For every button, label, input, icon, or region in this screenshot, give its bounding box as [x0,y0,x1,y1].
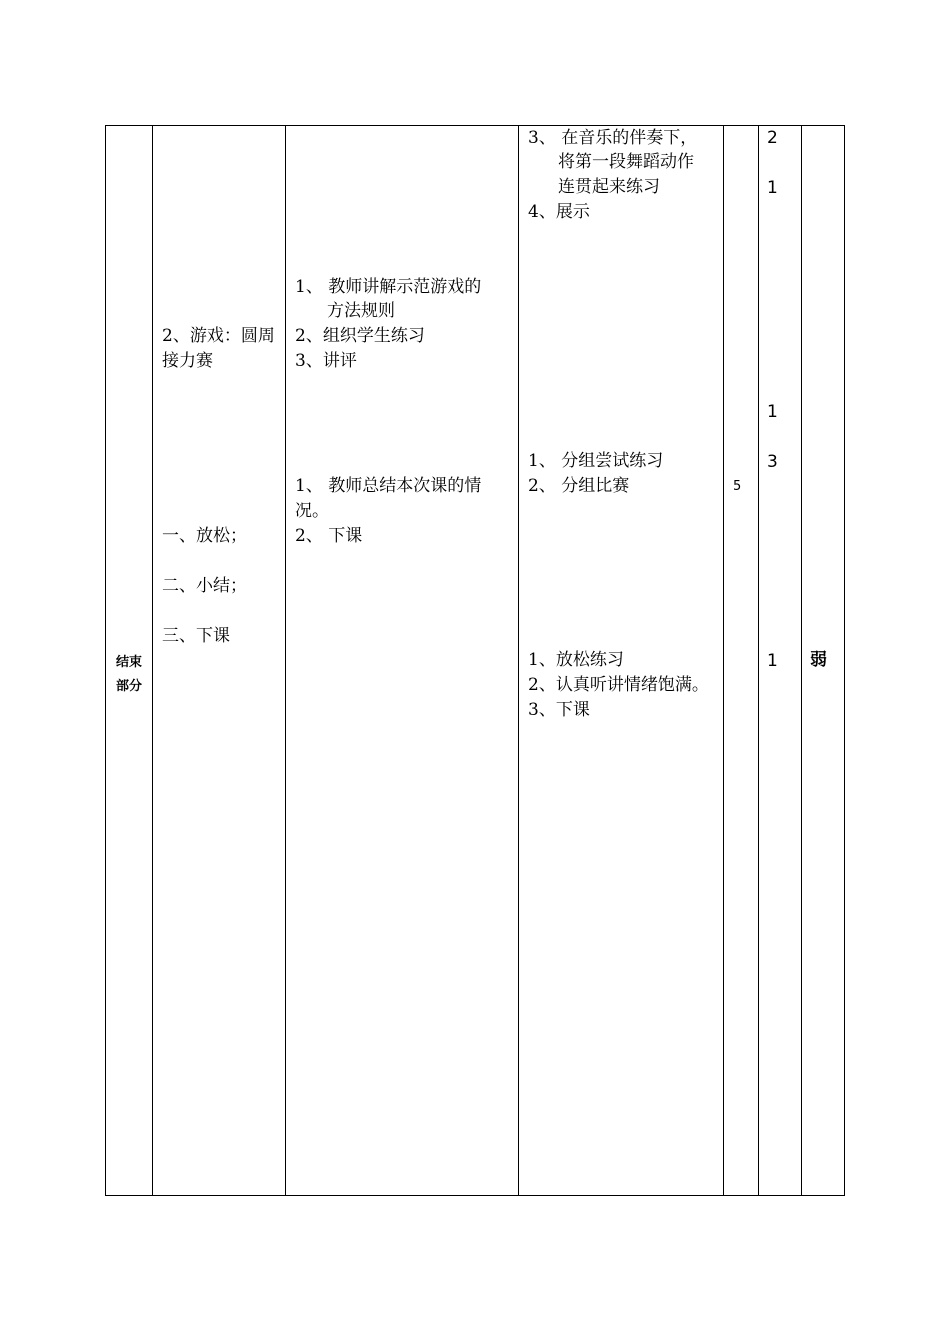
student-game-line1: 1、 分组尝试练习 [528,451,664,471]
student-dance-line4: 4、展示 [528,202,590,222]
content-game-line2: 接力赛 [162,351,213,371]
teacher-end-line3: 2、 下课 [295,526,363,546]
student-end-line1: 1、放松练习 [528,650,624,670]
content-relax: 一、放松； [162,526,247,546]
student-end-line2: 2、认真听讲情绪饱满。 [528,675,709,695]
content-summary: 二、小结； [162,576,247,596]
student-dance-line1: 3、 在音乐的伴奏下， [528,128,698,148]
student-dance-line2: 将第一段舞蹈动作 [558,152,694,172]
section-label-line2: 部分 [116,679,143,694]
section-label-line1: 结束 [116,655,143,670]
teacher-game-line2: 方法规则 [327,301,395,321]
teacher-game-line3: 2、组织学生练习 [295,326,425,346]
student-end-line3: 3、下课 [528,700,590,720]
teacher-end-line2: 况。 [295,501,329,521]
teacher-game-line1: 1、 教师讲解示范游戏的 [295,277,482,297]
student-dance-line3: 连贯起来练习 [558,177,660,197]
column-divider [758,125,759,1196]
column-divider [723,125,724,1196]
count-value: 3 [767,452,778,472]
teacher-game-line4: 3、讲评 [295,351,357,371]
count-value: 2 [767,128,778,148]
intensity-value: 弱 [810,650,827,670]
content-dismiss: 三、下课 [162,626,230,646]
column-divider [518,125,519,1196]
student-game-line2: 2、 分组比赛 [528,476,630,496]
count-value: 1 [767,651,778,671]
time-value: 5 [733,479,742,494]
column-divider [285,125,286,1196]
count-value: 1 [767,402,778,422]
content-game-line1: 2、游戏：圆周 [162,326,275,346]
count-value: 1 [767,178,778,198]
column-divider [801,125,802,1196]
column-divider [152,125,153,1196]
teacher-end-line1: 1、 教师总结本次课的情 [295,476,482,496]
